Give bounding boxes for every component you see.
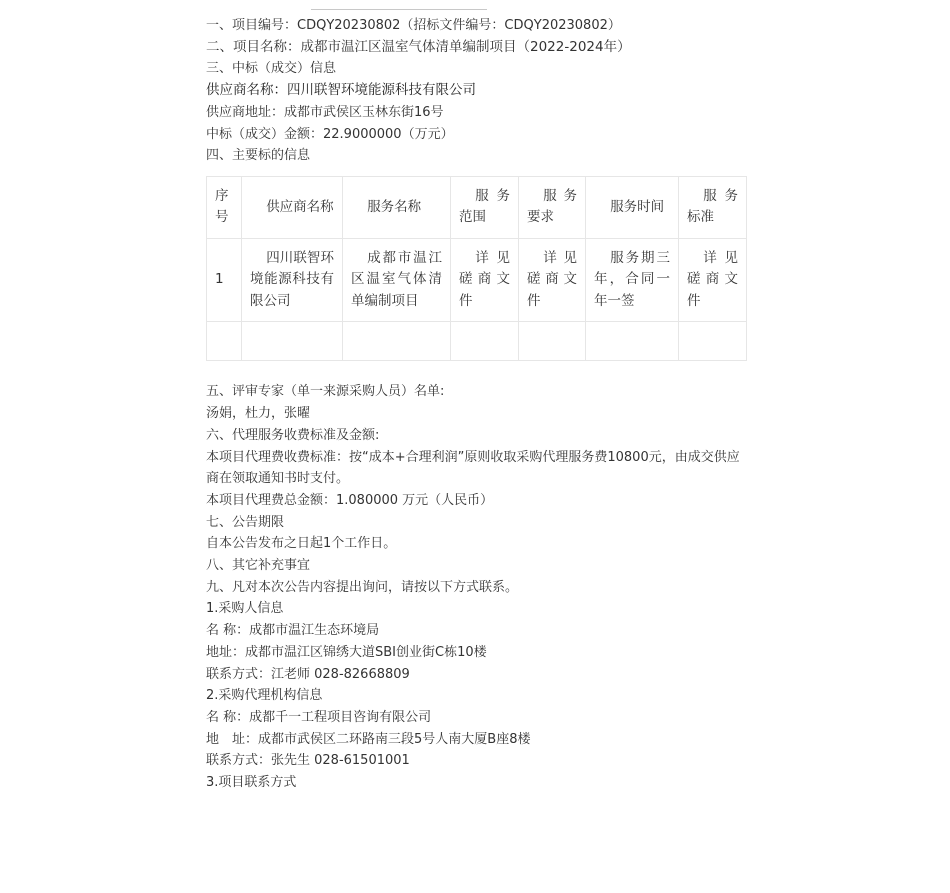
award-amount: 中标（成交）金额：22.9000000（万元） — [206, 126, 454, 142]
table-header-cell: 服务时间 — [586, 176, 679, 238]
table-header-cell: 序号 — [207, 176, 242, 238]
table-header-cell: 供应商名称 — [242, 176, 343, 238]
table-row — [207, 238, 747, 322]
project-number: 一、项目编号：CDQY20230802（招标文件编号：CDQY20230802） — [206, 18, 621, 33]
table-cell — [679, 322, 747, 361]
announcement-body — [206, 15, 747, 794]
table-cell — [242, 322, 343, 361]
fee-total: 本项目代理费总金额：1.080000 万元（人民币） — [206, 492, 494, 508]
table-cell — [451, 322, 519, 361]
table-cell — [343, 322, 451, 361]
project-name: 二、项目名称：成都市温江区温室气体清单编制项目（2022-2024年） — [206, 38, 631, 55]
table-empty-row — [207, 322, 747, 361]
table-cell: 1 — [207, 238, 242, 322]
agency-contact: 联系方式：张先生 028-61501001 — [206, 753, 410, 769]
table-cell: 详见磋商文件 — [451, 238, 519, 322]
table-cell — [586, 322, 679, 361]
table-cell — [519, 322, 586, 361]
main-subject-heading: 四、主要标的信息 — [206, 148, 311, 164]
table-cell: 四川联智环境能源科技有限公司 — [242, 238, 343, 322]
fee-standard: 本项目代理费收费标准：按“成本+合理利润”原则收取采购代理服务费10800元，由成交供应商在领取通知书时支付。 — [206, 449, 740, 487]
table-header-cell: 服务标准 — [679, 176, 747, 238]
fee-heading: 六、代理服务收费标准及金额: — [206, 427, 380, 443]
award-info-heading: 三、中标（成交）信息 — [206, 61, 337, 77]
contact-heading: 九、凡对本次公告内容提出询问，请按以下方式联系。 — [206, 579, 519, 595]
other-heading: 八、其它补充事宜 — [206, 558, 311, 574]
supplier-address: 供应商地址：成都市武侯区玉林东街16号 — [206, 104, 444, 120]
purchaser-heading: 1.采购人信息 — [206, 601, 284, 617]
table-header-cell: 服务要求 — [519, 176, 586, 238]
table-header-cell: 服务范围 — [451, 176, 519, 238]
experts-list: 汤娟，杜力，张曜 — [206, 406, 311, 422]
agency-heading: 2.采购代理机构信息 — [206, 688, 323, 704]
table-cell: 详见磋商文件 — [679, 238, 747, 322]
period-text: 自本公告发布之日起1个工作日。 — [206, 536, 397, 552]
table-header-cell: 服务名称 — [343, 176, 451, 238]
agency-address: 地 址：成都市武侯区二环路南三段5号人南大厦B座8楼 — [206, 731, 531, 747]
experts-heading: 五、评审专家（单一来源采购人员）名单: — [206, 384, 445, 400]
purchaser-contact: 联系方式：江老师 028-82668809 — [206, 666, 410, 682]
table-cell — [207, 322, 242, 361]
main-subject-table — [206, 176, 747, 362]
period-heading: 七、公告期限 — [206, 514, 285, 530]
top-divider — [311, 9, 487, 10]
supplier-name: 供应商名称：四川联智环境能源科技有限公司 — [206, 82, 476, 99]
project-contact-heading: 3.项目联系方式 — [206, 775, 297, 791]
table-cell: 成都市温江区温室气体清单编制项目 — [343, 238, 451, 322]
purchaser-address: 地址：成都市温江区锦绣大道SBI创业街C栋10楼 — [206, 644, 487, 660]
table-cell: 详见磋商文件 — [519, 238, 586, 322]
table-cell: 服务期三年，合同一年一签 — [586, 238, 679, 322]
purchaser-name: 名 称：成都市温江生态环境局 — [206, 623, 380, 639]
table-header-row — [207, 176, 747, 238]
agency-name: 名 称：成都千一工程项目咨询有限公司 — [206, 709, 432, 725]
